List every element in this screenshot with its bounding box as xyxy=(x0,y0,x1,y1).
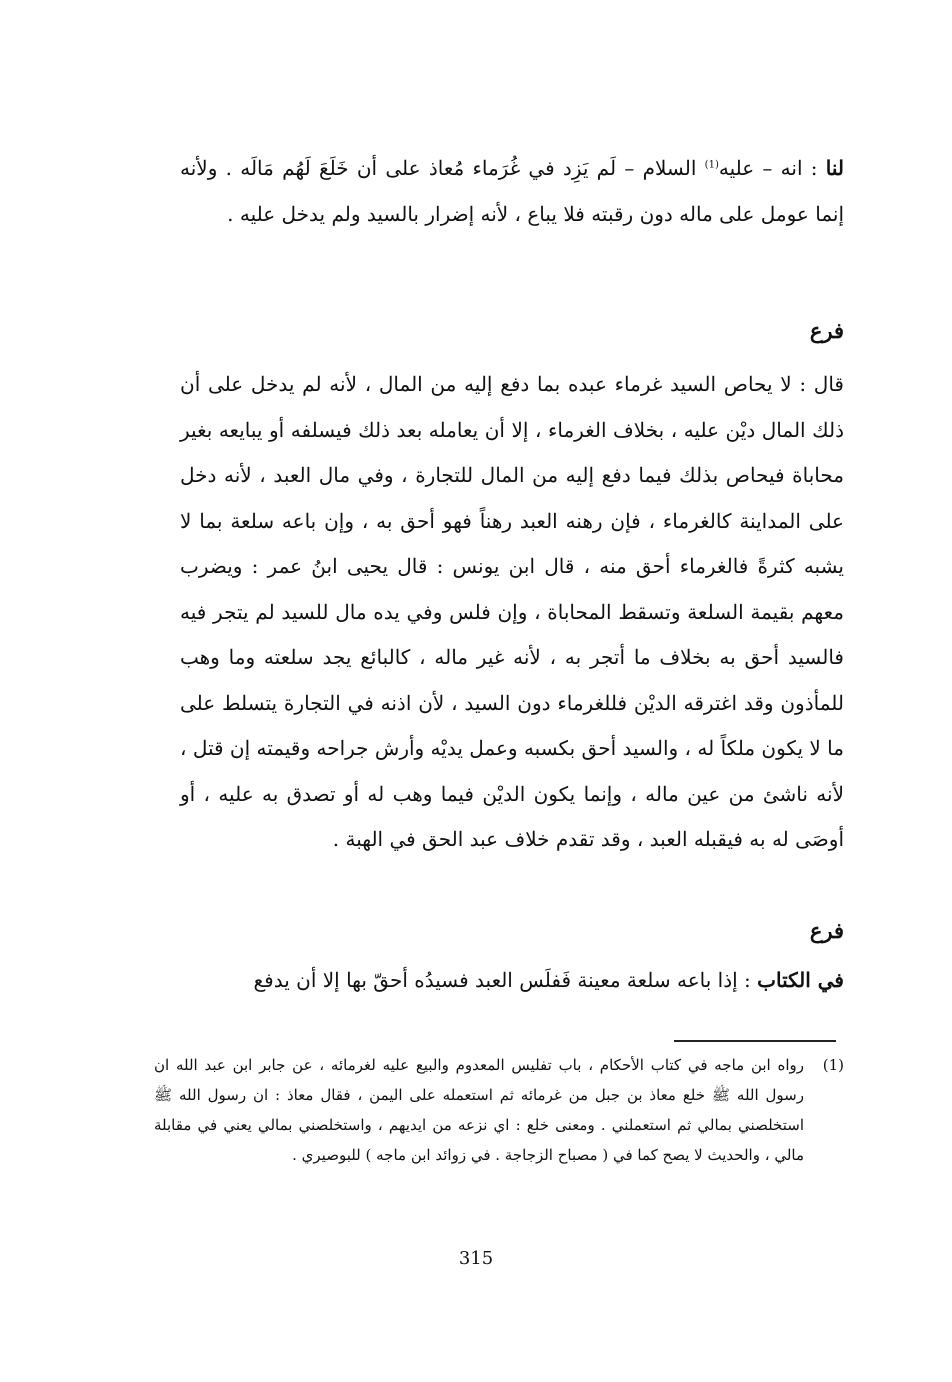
footnote-divider xyxy=(674,1040,836,1042)
paragraph-lead-word: لنا xyxy=(825,156,844,180)
paragraph-lana xyxy=(180,146,844,237)
paragraph-text: : إذا باعه سلعة معينة فَفلَس العبد فسيدُه أحقّ بها إلا أن يدفع xyxy=(253,968,758,992)
footnote-marker: (1) xyxy=(822,1056,844,1074)
paragraph-sayyid-ghurama: قال : لا يحاص السيد غرماء عبده بما دفع إليه من المال ، لأنه لم يدخل على أن ذلك المال ديْن عليه ، بخلاف الغرماء ، إلا أن يعامله بعد ذلك فيسلفه أو يبايعه بغير محاباة فيحاص بذلك فيما دفع إليه من المال للتجارة ، وفي مال العبد ، لأنه دخل على المداينة كالغرماء ، فإن رهنه العبد رهناً فهو أحق به ، وإن باعه سلعة بما لا يشبه كثرةً فالغرماء أحق منه ، قال ابن يونس : قال يحيى ابنُ عمر : ويضرب معهم بقيمة السلعة وتسقط المحاباة ، وإن فلس وفي يده مال للسيد لم يتجر فيه فالسيد أحق به بخلاف ما أتجر به ، لأنه غير ماله ، كالبائع يجد سلعته وما وهب للمأذون وقد اغترقه الديْن فللغرماء دون السيد ، لأن اذنه في التجارة يتسلط على ما لا يكون ملكاً له ، والسيد أحق بكسبه وعمل يديْه وأرش جراحه وقيمته إن قتل ، لأنه ناشئ من عين ماله ، وإنما يكون الديْن فيما وهب له أو تصدق به عليه ، أو أوصَى له به فيقبله العبد ، وقد تقدم خلاف عبد الحق في الهبة . xyxy=(180,372,844,851)
page-number: 315 xyxy=(458,1248,494,1269)
paragraph-text-rest: السلام – لَم يَزِد في غُرَماء مُعاذ على أن خَلَعَ لَهُم مَالَه . ولأنه إنما عومل على ماله دون رقبته فلا يباع ، لأنه إضرار بالسيد ولم يدخل عليه . xyxy=(180,156,844,226)
section-heading-far-2: فرع xyxy=(809,918,844,943)
footnote-reference[interactable]: (1) xyxy=(704,159,719,171)
paragraph-kitab xyxy=(180,958,844,1004)
section-heading-far: فرع xyxy=(809,318,844,343)
footnote-text: رواه ابن ماجه في كتاب الأحكام ، باب تفليس المعدوم والبيع عليه لغرمائه ، عن جابر ابن عبد الله ان رسول الله ﷺ خلع معاذ بن جبل من غرمائه ثم استعمله على اليمن ، فقال معاذ : ان رسول الله ﷺ استخلصني بمالي ثم استعملني . ومعنى خلع : اي نزعه من ايديهم ، واستخلصني بمالي يعني في مقابلة مالي ، والحديث لا يصح كما في ( مصباح الزجاجة . في زوائد ابن ماجه ) للبوصيري . xyxy=(154,1056,804,1164)
paragraph-text-start: : انه – عليه xyxy=(718,156,826,180)
paragraph-lead-word: في الكتاب xyxy=(757,968,844,992)
footnote xyxy=(154,1050,844,1170)
